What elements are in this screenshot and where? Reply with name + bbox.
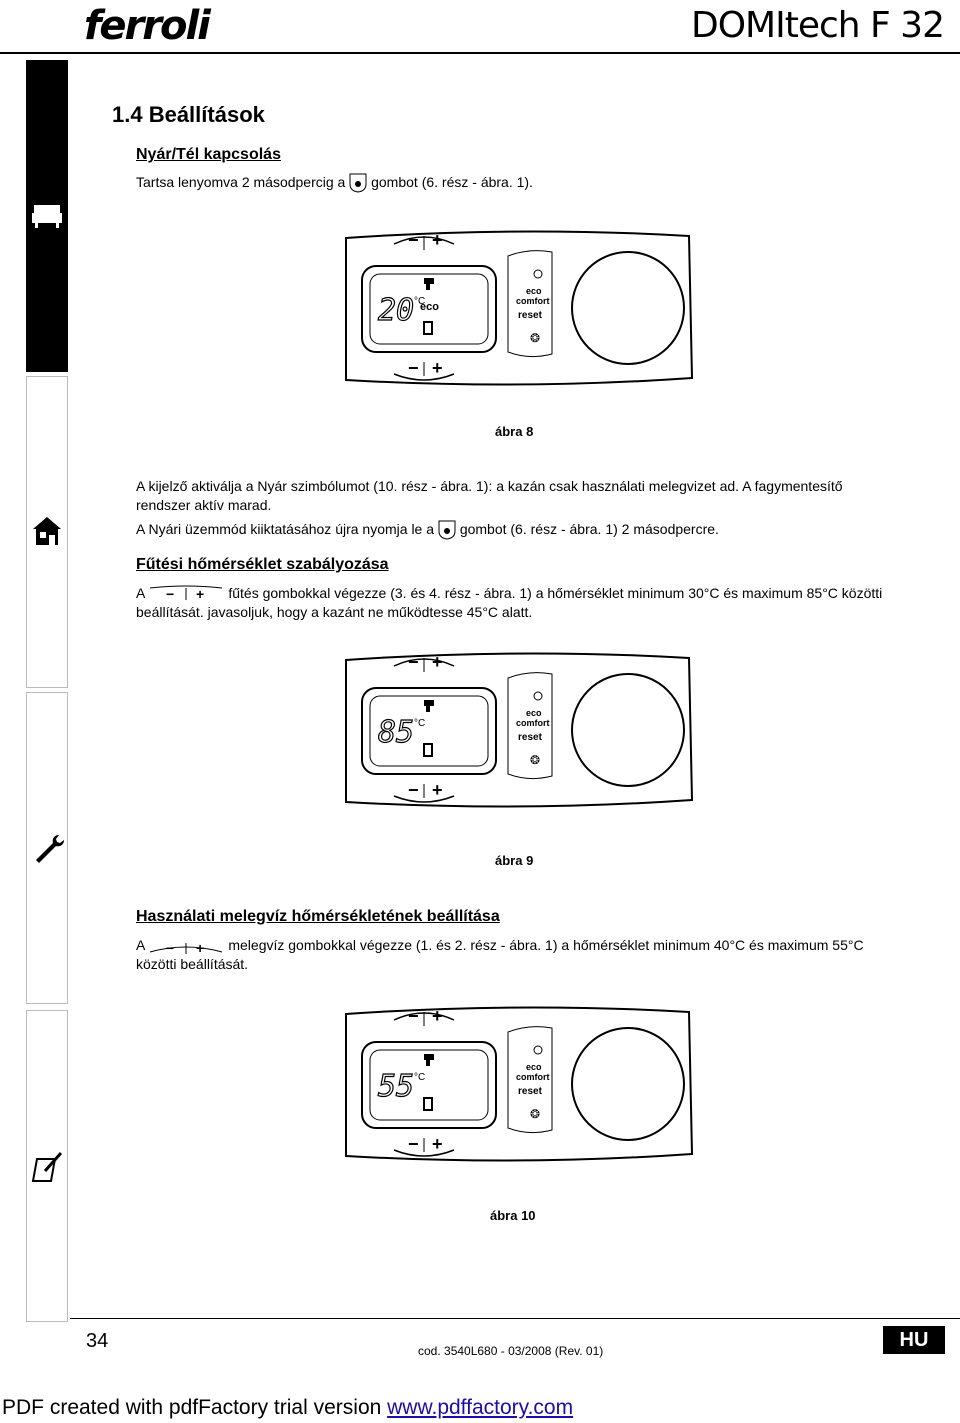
side-tab-wrench[interactable] bbox=[26, 692, 68, 1004]
minus-label: − bbox=[408, 1006, 419, 1026]
minus-label: − bbox=[408, 358, 419, 378]
pdf-note bbox=[2, 1396, 573, 1420]
minus-label: − bbox=[408, 1134, 419, 1154]
svg-text:+: + bbox=[196, 586, 205, 603]
model-title: DOMItech F 32 bbox=[690, 5, 944, 46]
heating-line2: beállítását. javasoljuk, hogy a kazánt ne működtesse 45°C alatt. bbox=[136, 604, 533, 621]
reset-shield-icon bbox=[349, 173, 367, 193]
lcd-unit: °C bbox=[414, 1072, 426, 1083]
summer-winter-text-before: Tartsa lenyomva 2 másodpercig a bbox=[136, 174, 346, 190]
main-dial bbox=[572, 252, 684, 364]
comfort-button[interactable]: comfort bbox=[516, 718, 550, 728]
eco-button[interactable]: eco bbox=[526, 1062, 542, 1072]
figure-10-caption: ábra 10 bbox=[490, 1208, 536, 1223]
summer-para-2 bbox=[136, 520, 719, 540]
lcd-temperature: 55 bbox=[378, 1069, 415, 1104]
dhw-heading: Használati melegvíz hőmérsékletének beállítása bbox=[136, 908, 500, 925]
lcd-temperature: 20 bbox=[378, 293, 415, 328]
summer-para-1 bbox=[136, 477, 843, 515]
plus-label: + bbox=[432, 1006, 443, 1026]
brand-logo: ferroli bbox=[84, 3, 209, 49]
eco-button[interactable]: eco bbox=[526, 286, 542, 296]
eco-button[interactable]: eco bbox=[526, 708, 542, 718]
control-panel-figure-10 bbox=[344, 1004, 694, 1164]
minus-plus-button-icon bbox=[148, 937, 224, 955]
house-icon bbox=[31, 515, 63, 547]
lcd-unit: °C bbox=[414, 718, 426, 729]
control-panel-drawing bbox=[344, 650, 694, 810]
summer-para-1-line2: rendszer aktív marad. bbox=[136, 497, 272, 513]
reset-button[interactable]: reset bbox=[518, 1086, 542, 1097]
summer-winter-icon: ❂ bbox=[530, 753, 541, 767]
wrench-icon bbox=[31, 831, 65, 865]
reset-shield-icon bbox=[438, 520, 456, 540]
figure-9-caption: ábra 9 bbox=[495, 853, 534, 868]
main-dial bbox=[572, 674, 684, 786]
control-panel-drawing bbox=[344, 228, 694, 388]
language-badge: HU bbox=[883, 1326, 945, 1354]
minus-label: − bbox=[408, 230, 419, 250]
summer-winter-icon: ❂ bbox=[530, 1107, 541, 1121]
page-number: 34 bbox=[86, 1330, 109, 1352]
footer-rule bbox=[70, 1318, 960, 1319]
pdf-note-text: PDF created with pdfFactory trial version bbox=[2, 1396, 388, 1419]
minus-label: − bbox=[408, 652, 419, 672]
notepad-icon bbox=[31, 1149, 65, 1183]
summer-para-2-before: A Nyári üzemmód kiiktatásához újra nyomja le a bbox=[136, 521, 435, 537]
dhw-text-a: A bbox=[136, 937, 145, 953]
minus-plus-button-icon bbox=[148, 585, 224, 603]
section-title: 1.4 Beállítások bbox=[112, 102, 265, 127]
svg-text:−: − bbox=[166, 940, 175, 956]
minus-label: − bbox=[408, 780, 419, 800]
heating-heading: Fűtési hőmérséklet szabályozása bbox=[136, 556, 389, 573]
pdf-link[interactable]: www.pdffactory.com bbox=[387, 1396, 574, 1419]
control-panel-figure-8 bbox=[344, 228, 694, 388]
summer-para-2-after: gombot (6. rész - ábra. 1) 2 másodpercre. bbox=[459, 521, 719, 537]
summer-winter-text bbox=[136, 173, 533, 193]
heating-line1: fűtés gombokkal végezze (3. és 4. rész - ábra. 1) a hőmérséklet minimum 30°C és maximum 85°C közötti bbox=[228, 585, 883, 601]
plus-label: + bbox=[432, 358, 443, 378]
svg-text:−: − bbox=[166, 586, 175, 603]
summer-para-1-line1: A kijelző aktiválja a Nyár szimbólumot (10. rész - ábra. 1): a kazán csak használati melegvizet ad. A fagymentesítő bbox=[136, 478, 843, 494]
control-panel-drawing bbox=[344, 1004, 694, 1164]
plus-label: + bbox=[432, 780, 443, 800]
reset-button[interactable]: reset bbox=[518, 310, 542, 321]
comfort-button[interactable]: comfort bbox=[516, 1072, 550, 1082]
plus-label: + bbox=[432, 1134, 443, 1154]
figure-8-caption: ábra 8 bbox=[495, 424, 534, 439]
summer-winter-text-after: gombot (6. rész - ábra. 1). bbox=[371, 174, 533, 190]
dhw-text bbox=[136, 936, 948, 974]
armchair-icon bbox=[31, 201, 63, 231]
lcd-unit: °C bbox=[414, 296, 426, 307]
side-tab-notepad[interactable] bbox=[26, 1010, 68, 1322]
heating-text bbox=[136, 584, 948, 622]
lcd-temperature: 85 bbox=[378, 715, 415, 750]
main-dial bbox=[572, 1028, 684, 1140]
side-tab-house[interactable] bbox=[26, 376, 68, 688]
plus-label: + bbox=[432, 230, 443, 250]
control-panel-figure-9 bbox=[344, 650, 694, 810]
summer-winter-heading: Nyár/Tél kapcsolás bbox=[136, 146, 281, 163]
dhw-line1: melegvíz gombokkal végezze (1. és 2. rész - ábra. 1) a hőmérséklet minimum 40°C és maximum 55°C bbox=[228, 937, 864, 953]
plus-label: + bbox=[432, 652, 443, 672]
summer-winter-icon: ❂ bbox=[530, 331, 541, 345]
dhw-line2: közötti beállítását. bbox=[136, 956, 249, 973]
svg-text:+: + bbox=[196, 940, 205, 956]
lcd-eco-label: eco bbox=[420, 301, 439, 313]
header-rule bbox=[0, 52, 960, 54]
side-tab-armchair[interactable] bbox=[26, 60, 68, 372]
reset-button[interactable]: reset bbox=[518, 732, 542, 743]
heating-text-a: A bbox=[136, 585, 145, 601]
document-code: cod. 3540L680 - 03/2008 (Rev. 01) bbox=[418, 1344, 604, 1358]
comfort-button[interactable]: comfort bbox=[516, 296, 550, 306]
